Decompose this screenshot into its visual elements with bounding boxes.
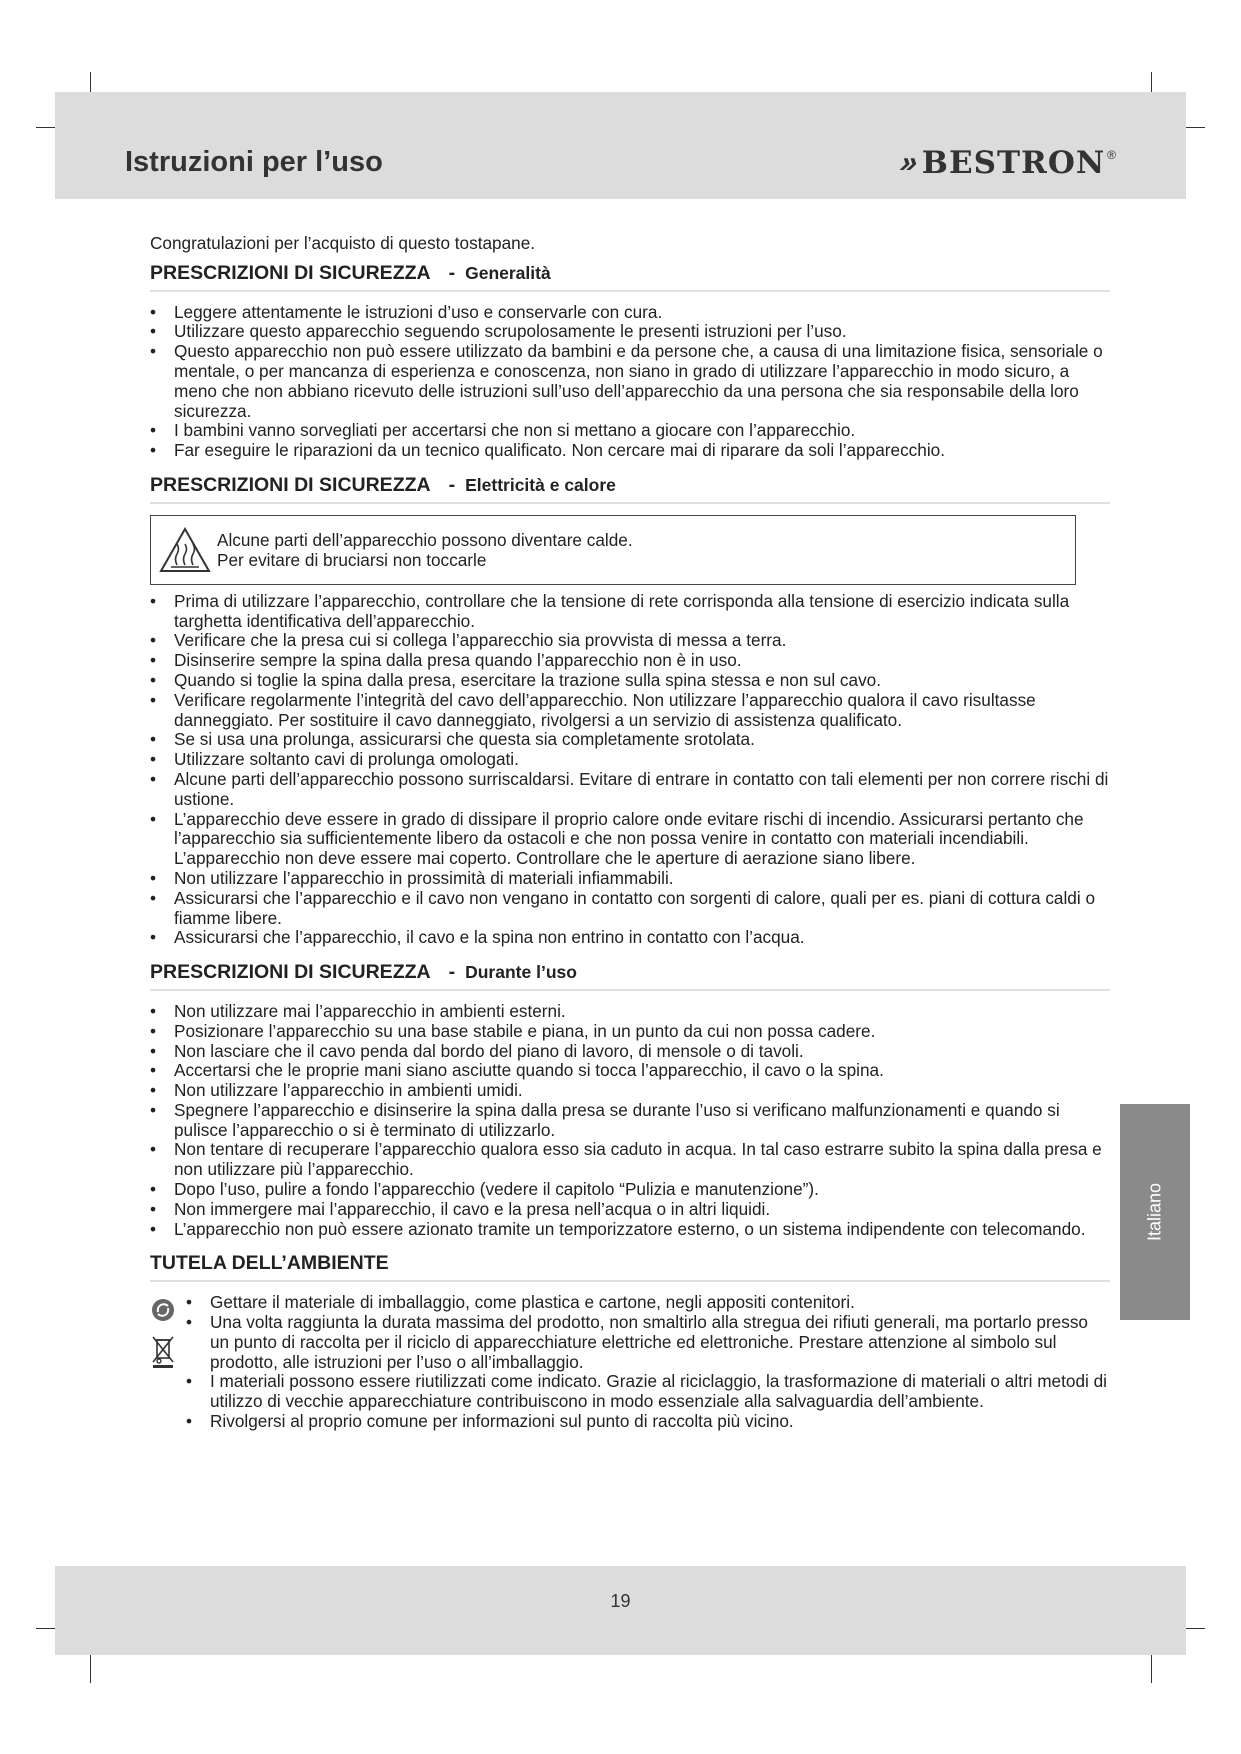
hot-surface-warning-icon (159, 527, 211, 573)
brand-name: BESTRON (921, 145, 1106, 181)
list-item: • Non utilizzare l’apparecchio in ambienti umidi. (150, 1081, 1110, 1101)
list-item: • Rivolgersi al proprio comune per informazioni sul punto di raccolta più vicino. (186, 1412, 1110, 1432)
list-item: • Assicurarsi che l’apparecchio, il cavo e la spina non entrino in contatto con l’acqua. (150, 928, 1110, 948)
list-item: • L’apparecchio non può essere azionato tramite un temporizzatore esterno, o un sistema indipendente con telecomando. (150, 1220, 1110, 1240)
registered-mark: ® (1107, 148, 1116, 162)
list-item: • Posizionare l’apparecchio su una base stabile e piana, in un punto da cui non possa cadere. (150, 1022, 1110, 1042)
list-item: • Verificare che la presa cui si collega l’apparecchio sia provvista di messa a terra. (150, 631, 1110, 651)
list-item: • Non utilizzare mai l’apparecchio in ambienti esterni. (150, 1002, 1110, 1022)
recycle-icon (150, 1297, 176, 1323)
list-item: • Quando si toglie la spina dalla presa, esercitare la trazione sulla spina stessa e non sul cavo. (150, 671, 1110, 691)
section-heading (150, 1254, 1110, 1282)
warning-line: Alcune parti dell’apparecchio possono diventare calde. (217, 529, 633, 550)
bullet-list (150, 592, 1110, 948)
main-content (150, 234, 1110, 1432)
list-item: • Assicurarsi che l’apparecchio e il cavo non vengano in contatto con sorgenti di calore, quali per es. piani di cottura caldi o fiamme libere. (150, 889, 1110, 929)
list-item: • Utilizzare questo apparecchio seguendo scrupolosamente le presenti istruzioni per l’uso. (150, 322, 1110, 342)
section-title: TUTELA DELL’AMBIENTE (150, 1252, 389, 1275)
environment-block (150, 1293, 1110, 1432)
bullet-list (150, 1002, 1110, 1240)
header-band (55, 92, 1186, 199)
weee-bin-icon (150, 1334, 176, 1368)
intro-text: Congratulazioni per l’acquisto di questo tostapane. (150, 233, 536, 253)
section-heading: PRESCRIZIONI DI SICUREZZA - Elettricità e calore (150, 476, 1110, 504)
section-title: PRESCRIZIONI DI SICUREZZA (150, 261, 431, 284)
language-side-tab (1120, 1104, 1190, 1320)
list-item: • Prima di utilizzare l’apparecchio, controllare che la tensione di rete corrisponda alla tensione di esercizio indicata sulla targhetta identificativa dell’apparecchio. (150, 592, 1110, 632)
page-number: 19 (610, 1591, 631, 1611)
section-subtitle: Durante l’uso (465, 962, 577, 983)
list-item: • Alcune parti dell’apparecchio possono surriscaldarsi. Evitare di entrare in contatto con tali elementi per non correre rischi di ustione. (150, 770, 1110, 810)
language-label: Italiano (1144, 1182, 1165, 1242)
list-item: • Utilizzare soltanto cavi di prolunga omologati. (150, 750, 1110, 770)
bullet-list (186, 1293, 1110, 1432)
list-item: • Non lasciare che il cavo penda dal bordo del piano di lavoro, di mensole o di tavoli. (150, 1042, 1110, 1062)
list-item: • Non immergere mai l’apparecchio, il cavo e la presa nell’acqua o in altri liquidi. (150, 1200, 1110, 1220)
list-item: • Dopo l’uso, pulire a fondo l’apparecchio (vedere il capitolo “Pulizia e manutenzione”). (150, 1180, 1110, 1200)
list-item: • Se si usa una prolunga, assicurarsi che questa sia completamente srotolata. (150, 730, 1110, 750)
list-item: • L’apparecchio deve essere in grado di dissipare il proprio calore onde evitare rischi di incendio. Assicurarsi pertanto che l’apparecchio sia sufficientemente libero da ostacoli e che non possa venire in contatto con materiali incendiabili. L’apparecchio non deve essere mai coperto. Controllare che le aperture di aerazione siano libere. (150, 810, 1110, 869)
chevron-logo-icon: » (895, 146, 918, 179)
bullet-list (150, 303, 1110, 461)
warning-line: Per evitare di bruciarsi non toccarle (217, 549, 487, 570)
section-heading: PRESCRIZIONI DI SICUREZZA - Durante l’uso (150, 963, 1110, 991)
list-item: • Non tentare di recuperare l’apparecchio qualora esso sia caduto in acqua. In tal caso estrarre subito la spina dalla presa e non utilizzare più l’apparecchio. (150, 1140, 1110, 1180)
section-heading: PRESCRIZIONI DI SICUREZZA - Generalità (150, 264, 1110, 292)
list-item: • Una volta raggiunta la durata massima del prodotto, non smaltirlo alla stregua dei rifiuti generali, ma portarlo presso un punto di raccolta per il riciclo di apparecchiature elettriche ed elettroniche. Prestare attenzione al simbolo sul prodotto, alle istruzioni per l’uso o all’imballaggio. (186, 1313, 1110, 1372)
list-item: • I materiali possono essere riutilizzati come indicato. Grazie al riciclaggio, la trasformazione di materiali o altri metodi di utilizzo di vecchie apparecchiature contribuiscono in modo essenziale alla salvaguardia dell’ambiente. (186, 1372, 1110, 1412)
list-item: • I bambini vanno sorvegliati per accertarsi che non si mettano a giocare con l’apparecchio. (150, 421, 1110, 441)
list-item: • Spegnere l’apparecchio e disinserire la spina dalla presa se durante l’uso si verificano malfunzionamenti e quando si pulisce l’apparecchio o si è terminato di utilizzarlo. (150, 1101, 1110, 1141)
section-title: PRESCRIZIONI DI SICUREZZA (150, 961, 431, 984)
hot-surface-warning-box (150, 515, 1076, 585)
footer-band (55, 1566, 1186, 1655)
brand-logo (895, 145, 1116, 181)
list-item: • Leggere attentamente le istruzioni d’uso e conservarle con cura. (150, 303, 1110, 323)
list-item: • Far eseguire le riparazioni da un tecnico qualificato. Non cercare mai di riparare da soli l’apparecchio. (150, 441, 1110, 461)
list-item: • Verificare regolarmente l’integrità del cavo dell’apparecchio. Non utilizzare l’apparecchio qualora il cavo risultasse danneggiato. Per sostituire il cavo danneggiato, rivolgersi a un servizio di assistenza qualificato. (150, 691, 1110, 731)
list-item: • Non utilizzare l’apparecchio in prossimità di materiali infiammabili. (150, 869, 1110, 889)
list-item: • Gettare il materiale di imballaggio, come plastica e cartone, negli appositi contenitori. (186, 1293, 1110, 1313)
page-title: Istruzioni per l’uso (125, 146, 383, 178)
list-item: • Questo apparecchio non può essere utilizzato da bambini e da persone che, a causa di una limitazione fisica, sensoriale o mentale, o per mancanza di esperienza e conoscenza, non siano in grado di utilizzare l’apparecchio in modo sicuro, a meno che non abbiano ricevuto delle istruzioni sull’uso dell’apparecchio da una persona che sia responsabile della loro sicurezza. (150, 342, 1110, 421)
section-title: PRESCRIZIONI DI SICUREZZA (150, 473, 431, 496)
list-item: • Accertarsi che le proprie mani siano asciutte quando si tocca l’apparecchio, il cavo o la spina. (150, 1061, 1110, 1081)
list-item: • Disinserire sempre la spina dalla presa quando l’apparecchio non è in uso. (150, 651, 1110, 671)
section-subtitle: Generalità (465, 262, 551, 283)
section-subtitle: Elettricità e calore (465, 474, 616, 495)
